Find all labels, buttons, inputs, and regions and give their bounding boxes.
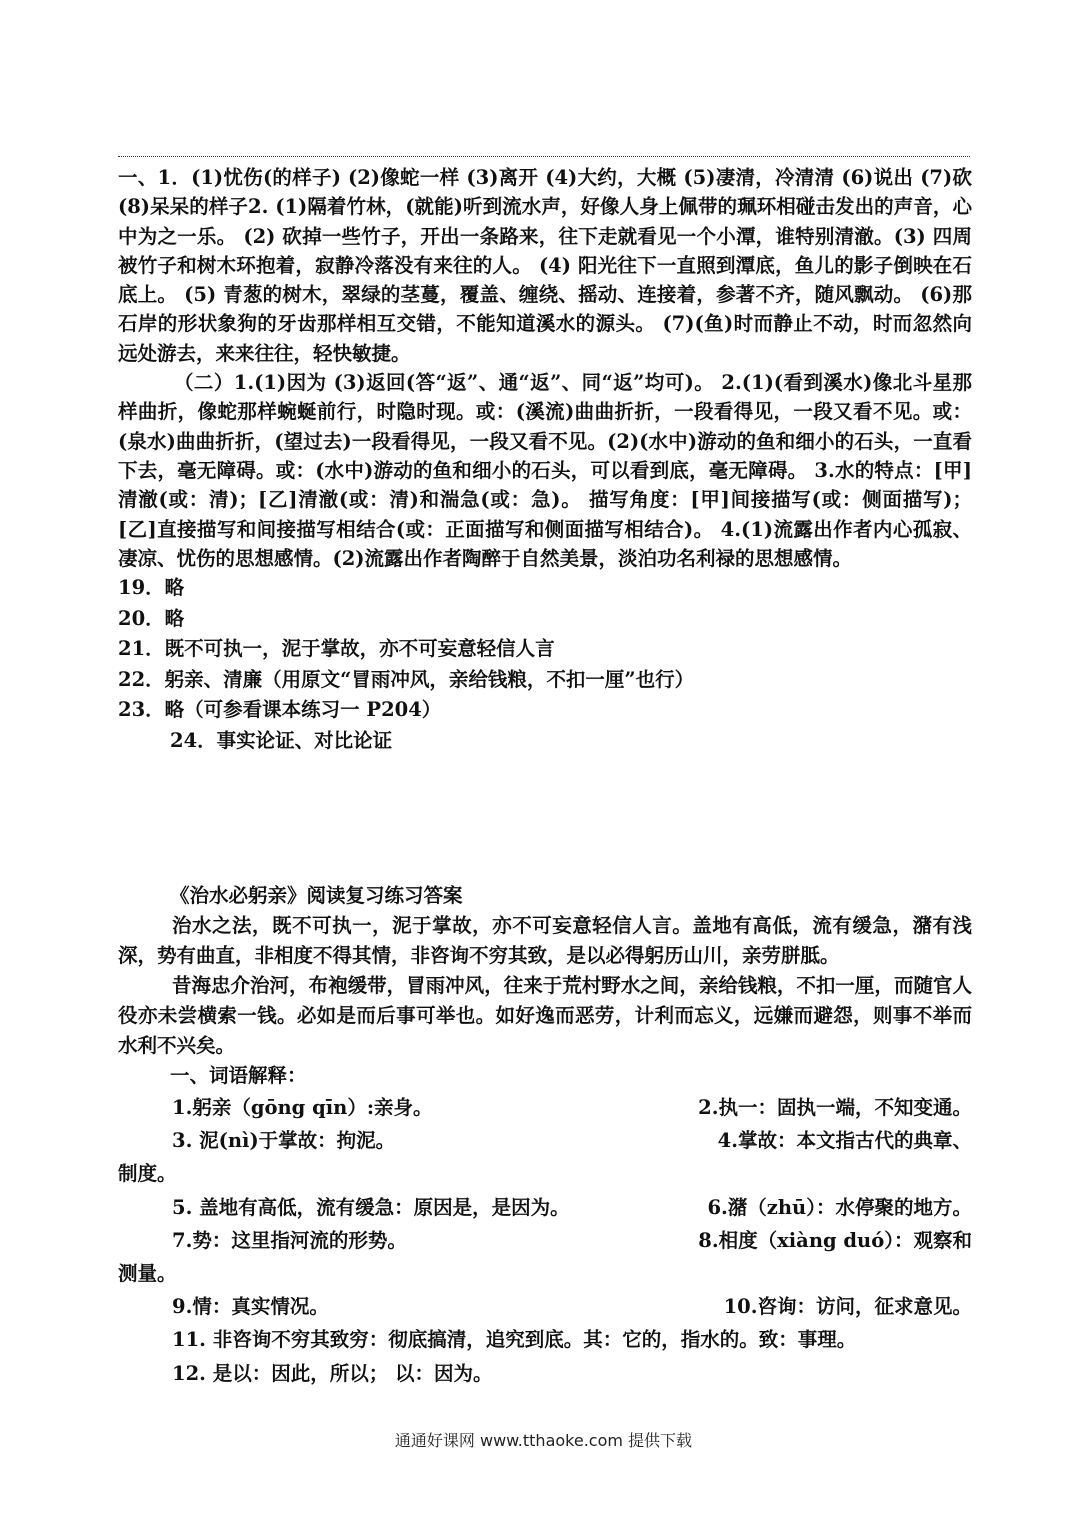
vocab-item-11: 11. 非咨询不穷其致穷：彻底搞清，追究到底。其：它的，指水的。致：事理。 bbox=[172, 1328, 857, 1352]
answer-item-20: 20．略 bbox=[118, 606, 185, 630]
vocab-item-4-continued: 制度。 bbox=[118, 1162, 177, 1186]
vocab-item-2: 2.执一：固执一端，不知变通。 bbox=[698, 1096, 972, 1119]
answer-paragraph-2: （二）1.(1)因为 (3)返回(答“返”、通“返”、同“返”均可)。 2.(1)(看到溪水)像北斗星那样曲折，像蛇那样蜿蜒前行，时隐时现。或：(溪流)曲曲折折，一段看得见，一段又看不见。或：(泉水)曲曲折折，(望过去)一段看得见，一段又看不见。(2)(水中)游动的鱼和细小的石头，一直看下去，毫无障碍。或：(水中)游动的鱼和细小的石头，可以看到底，毫无障碍。 3.水的特点：[甲]清澈(或：清)；[乙]清澈(或：清)和湍急(或：急)。 描写角度：[甲]间接描写(或：侧面描写)； [乙]直接描写和间接描写相结合(或：正面描写和侧面描写相结合)。 4.(1)流露出作者内心孤寂、凄凉、忧伤的思想感情。(2)流露出作者陶醉于自然美景，淡泊功名利禄的思想感情。 bbox=[118, 371, 972, 570]
vocab-list bbox=[118, 1091, 972, 1390]
reading-section bbox=[118, 881, 972, 1390]
page-footer: 通通好课网 www.tthaoke.com 提供下载 bbox=[394, 1431, 693, 1450]
vocab-row bbox=[118, 1290, 972, 1323]
answer-paragraph-1: 一、1．(1)忧伤(的样子) (2)像蛇一样 (3)离开 (4)大约，大概 (5)凄清，冷清清 (6)说出 (7)砍 (8)呆呆的样子2. (1)隔着竹林，(就能)听到流水声，好像人身上佩带的珮环相碰击发出的声音，心中为之一乐。 (2) 砍掉一些竹子，开出一条路来，往下走就看见一个小潭，谁特别清澈。(3) 四周被竹子和树木环抱着，寂静冷落没有来往的人。 (4) 阳光往下一直照到潭底，鱼儿的影子倒映在石底上。 (5) 青葱的树木，翠绿的茎蔓，覆盖、缠绕、摇动、连接着，参著不齐，随风飘动。 (6)那石岸的形状象狗的牙齿那样相互交错，不能知道溪水的源头。 (7)(鱼)时而静止不动，时而忽然向远处游去，来来往往，轻快敏捷。 bbox=[118, 166, 972, 365]
vocab-item-1: 1.躬亲（gōng qīn）:亲身。 bbox=[172, 1096, 433, 1119]
header-rule bbox=[118, 156, 970, 157]
vocab-row bbox=[118, 1323, 972, 1356]
vocab-row bbox=[118, 1124, 972, 1157]
vocab-item-8-continued: 测量。 bbox=[118, 1262, 177, 1286]
answer-item-22: 22．躬亲、清廉（用原文“冒雨冲风，亲给钱粮，不扣一厘”也行） bbox=[118, 667, 695, 691]
answers-section-1 bbox=[118, 163, 972, 756]
answer-item-21: 21．既不可执一，泥于掌故，亦不可妄意轻信人言 bbox=[118, 637, 555, 661]
vocab-item-9: 9.情：真实情况。 bbox=[172, 1295, 329, 1319]
vocab-row bbox=[118, 1191, 972, 1224]
reading-title: 《治水必躬亲》阅读复习练习答案 bbox=[170, 884, 463, 907]
answer-item-24: 24．事实论证、对比论证 bbox=[170, 728, 393, 752]
vocab-item-4: 4.掌故：本文指古代的典章、 bbox=[717, 1129, 972, 1153]
passage-paragraph-1: 治水之法，既不可执一，泥于掌故，亦不可妄意轻信人言。盖地有高低，流有缓急，潴有浅深，势有曲直，非相度不得其情，非咨询不穷其致，是以必得躬历山川，亲劳胼胝。 bbox=[118, 914, 972, 967]
vocab-row bbox=[118, 1091, 972, 1124]
answer-item-23: 23．略（可参看课本练习一 P204） bbox=[118, 698, 442, 722]
passage-paragraph-2: 昔海忠介治河，布袍缓带，冒雨冲风，往来于荒村野水之间，亲给钱粮，不扣一厘，而随官人役亦未尝横索一钱。必如是而后事可举也。如好逸而恶劳，计利而忘义，远嫌而避怨，则事不举而水利不兴矣。 bbox=[118, 974, 972, 1057]
vocab-row bbox=[118, 1224, 972, 1257]
vocab-item-12: 12. 是以：因此，所以； 以：因为。 bbox=[172, 1361, 493, 1385]
vocab-item-3: 3. 泥(nì)于掌故：拘泥。 bbox=[172, 1129, 396, 1153]
vocab-item-7: 7.势：这里指河流的形势。 bbox=[172, 1228, 407, 1252]
vocab-item-10: 10.咨询：访问，征求意见。 bbox=[723, 1295, 972, 1319]
answer-item-19: 19．略 bbox=[118, 576, 185, 600]
vocab-row bbox=[118, 1357, 972, 1390]
vocab-heading: 一、词语解释： bbox=[170, 1064, 307, 1087]
vocab-item-8: 8.相度（xiàng duó）：观察和 bbox=[698, 1228, 972, 1252]
vocab-item-6: 6.潴（zhū）：水停聚的地方。 bbox=[707, 1195, 972, 1219]
vocab-item-5: 5. 盖地有高低，流有缓急：原因是，是因为。 bbox=[172, 1195, 570, 1219]
